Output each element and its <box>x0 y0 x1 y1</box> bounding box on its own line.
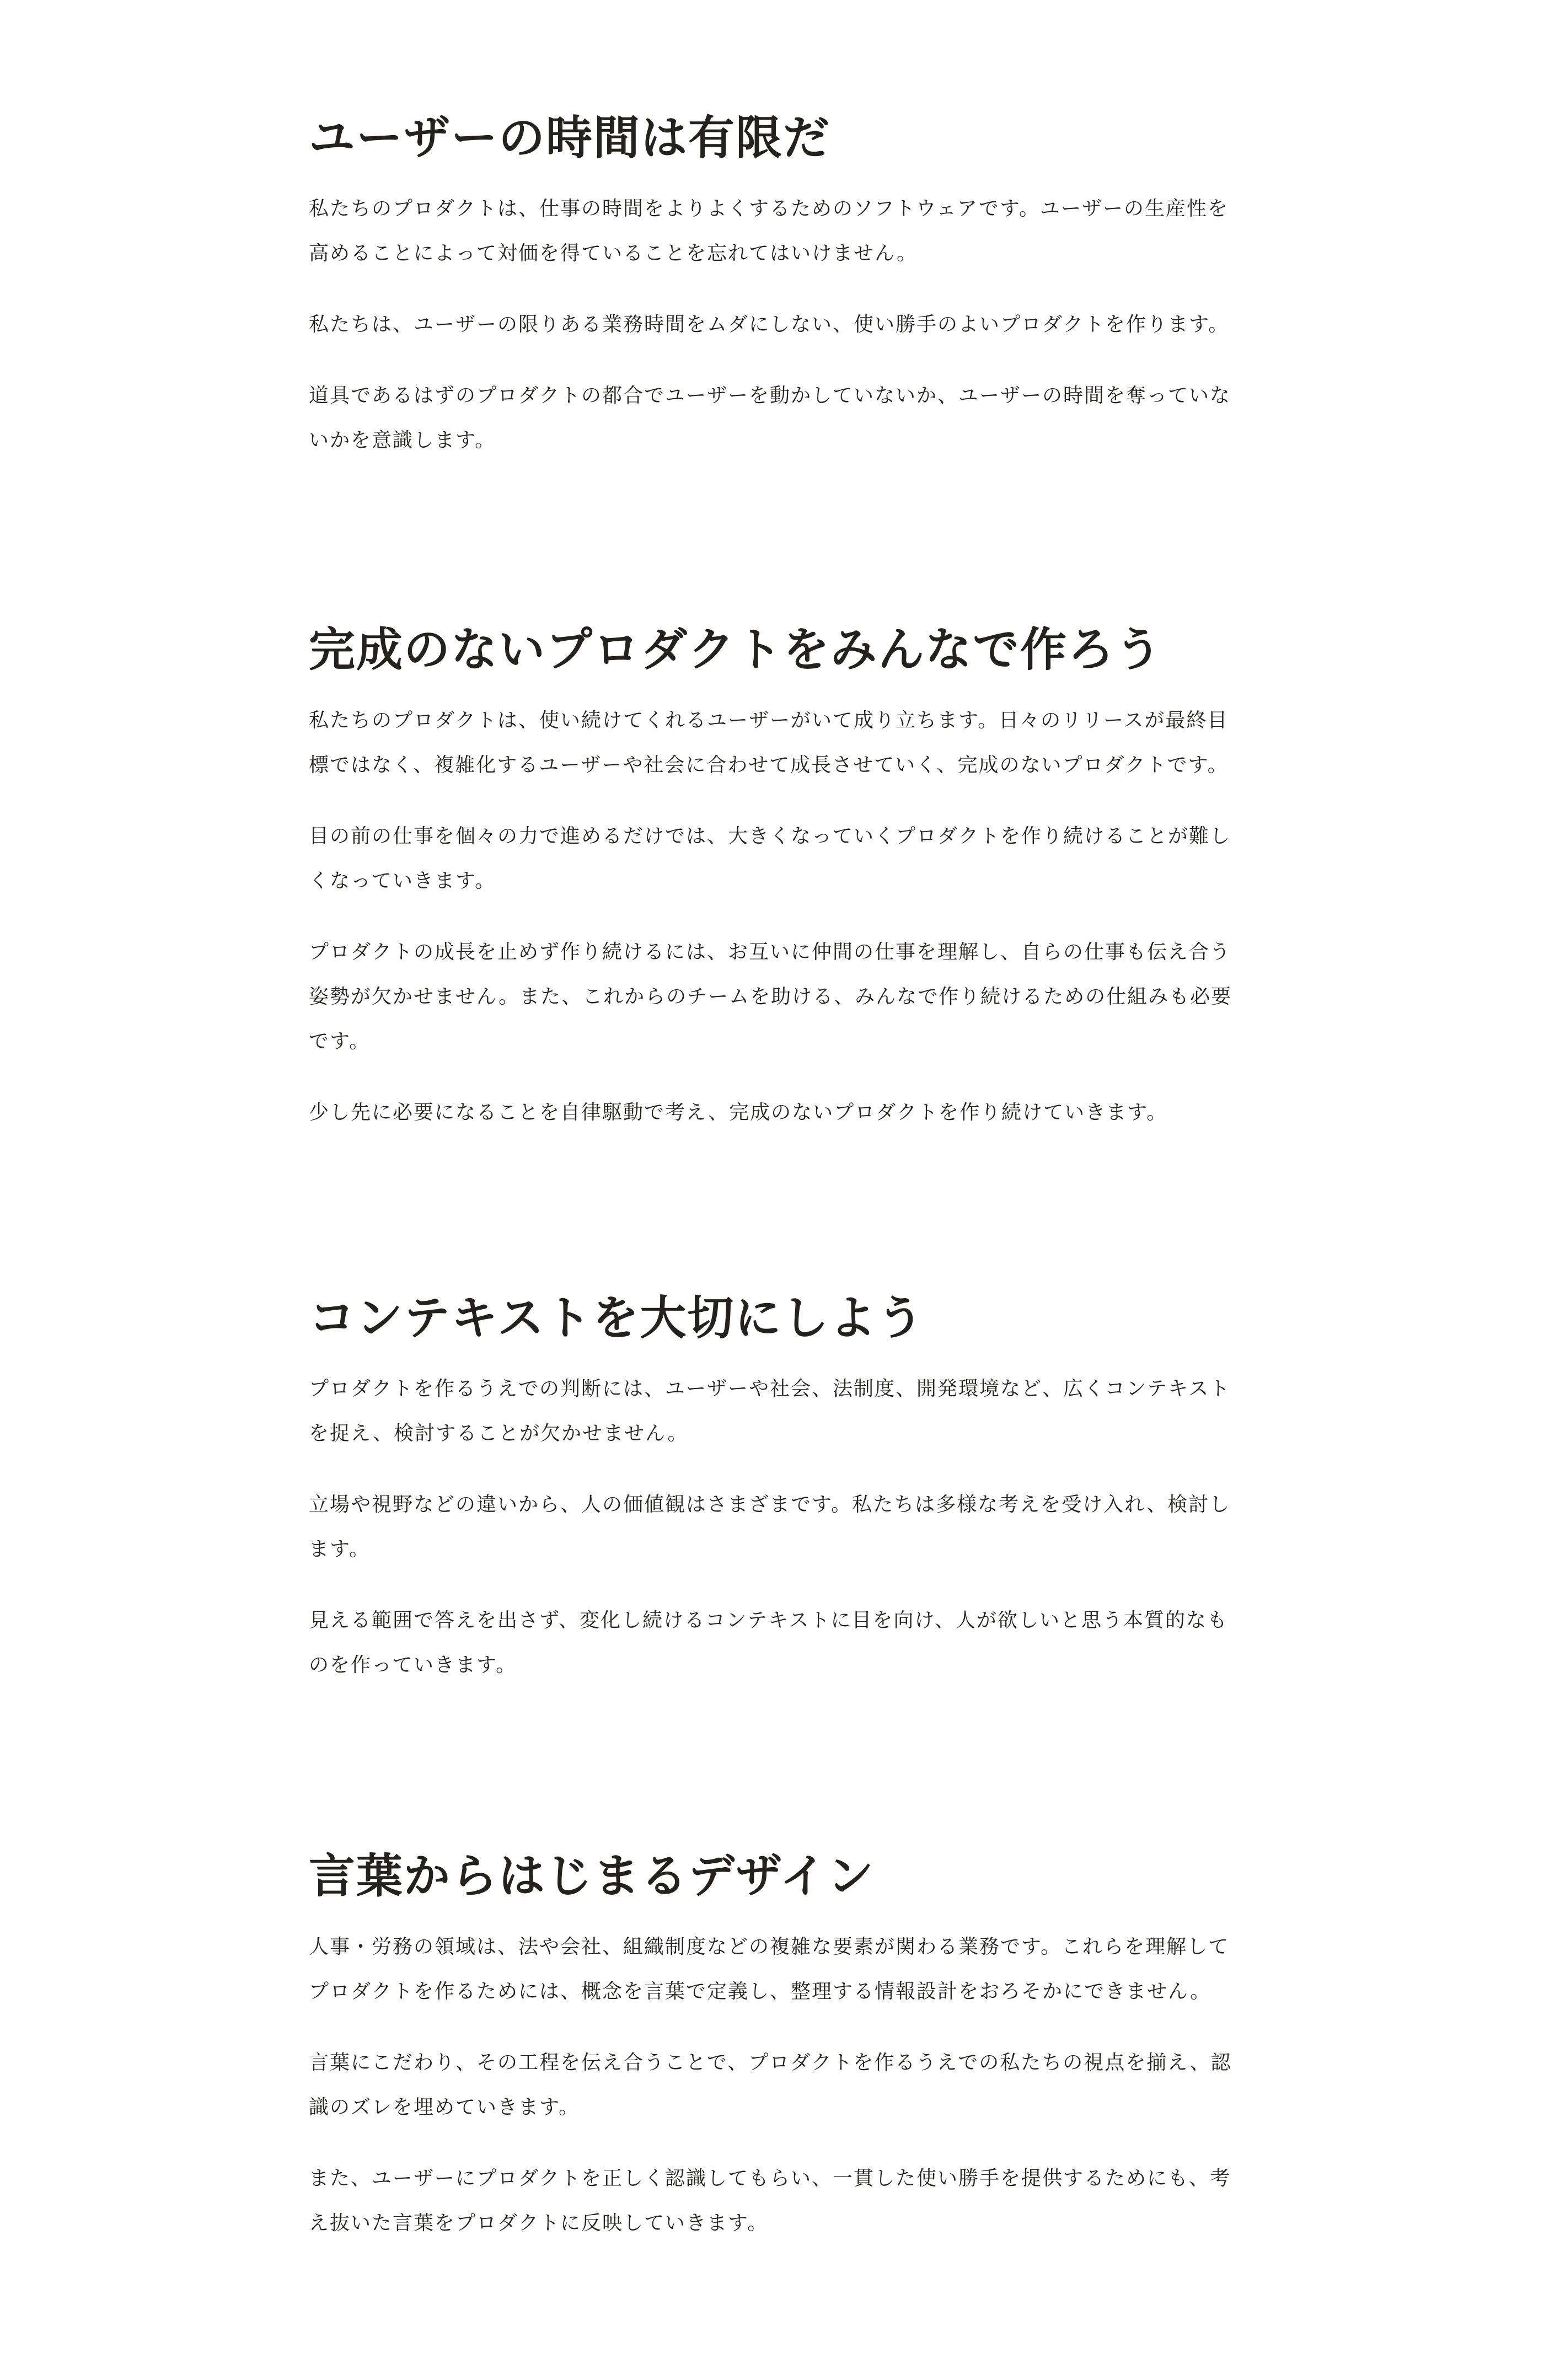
section-body <box>309 698 1235 1135</box>
section-paragraph: 私たちのプロダクトは、使い続けてくれるユーザーがいて成り立ちます。日々のリリースが最終目標ではなく、複雑化するユーザーや社会に合わせて成長させていく、完成のないプロダクトです。 <box>309 709 1229 776</box>
section-paragraph: 少し先に必要になることを自律駆動で考え、完成のないプロダクトを作り続けていきます。 <box>309 1101 1168 1124</box>
section-paragraph: プロダクトの成長を止めず作り続けるには、お互いに仲間の仕事を理解し、自らの仕事も伝え合う姿勢が欠かせません。また、これからのチームを助ける、みんなで作り続けるための仕組みも必要です。 <box>309 941 1232 1053</box>
section-heading: 完成のないプロダクトをみんなで作ろう <box>309 623 1163 677</box>
section-heading: コンテキストを大切にしよう <box>309 1291 925 1345</box>
section-heading: ユーザーの時間は有限だ <box>309 111 831 165</box>
section-paragraph: 言葉にこだわり、その工程を伝え合うことで、プロダクトを作るうえでの私たちの視点を揃え、認識のズレを埋めていきます。 <box>309 2051 1232 2119</box>
section-body <box>309 186 1235 463</box>
section-body <box>309 1925 1235 2245</box>
principle-section-context <box>309 1288 1235 1714</box>
section-paragraph: 道具であるはずのプロダクトの都合でユーザーを動かしていないか、ユーザーの時間を奪っていないかを意識します。 <box>309 384 1231 452</box>
section-paragraph: 目の前の仕事を個々の力で進めるだけでは、大きくなっていくプロダクトを作り続けることが難しくなっていきます。 <box>309 825 1231 892</box>
section-paragraph: 私たちのプロダクトは、仕事の時間をよりよくするためのソフトウェアです。ユーザーの生産性を高めることによって対価を得ていることを忘れてはいけません。 <box>309 197 1229 265</box>
section-paragraph: 見える範囲で答えを出さず、変化し続けるコンテキストに目を向け、人が欲しいと思う本質的なものを作っていきます。 <box>309 1609 1228 1676</box>
section-paragraph: プロダクトを作るうえでの判断には、ユーザーや社会、法制度、開発環境など、広くコンテキストを捉え、検討することが欠かせません。 <box>309 1377 1231 1445</box>
section-paragraph: また、ユーザーにプロダクトを正しく認識してもらい、一貫した使い勝手を提供するためにも、考え抜いた言葉をプロダクトに反映していきます。 <box>309 2167 1231 2234</box>
principle-section-unfinished-product <box>309 620 1235 1161</box>
section-paragraph: 立場や視野などの違いから、人の価値観はさまざまです。私たちは多様な考えを受け入れ、検討します。 <box>309 1493 1231 1561</box>
principle-section-user-time <box>309 108 1235 489</box>
section-paragraph: 私たちは、ユーザーの限りある業務時間をムダにしない、使い勝手のよいプロダクトを作ります。 <box>309 313 1230 336</box>
section-body <box>309 1366 1235 1687</box>
principle-section-words-design <box>309 1846 1235 2272</box>
section-paragraph: 人事・労務の領域は、法や会社、組織制度などの複雑な要素が関わる業務です。これらを理解してプロダクトを作るためには、概念を言葉で定義し、整理する情報設計をおろそかにできません。 <box>309 1936 1230 2003</box>
section-heading: 言葉からはじまるデザイン <box>309 1849 875 1903</box>
